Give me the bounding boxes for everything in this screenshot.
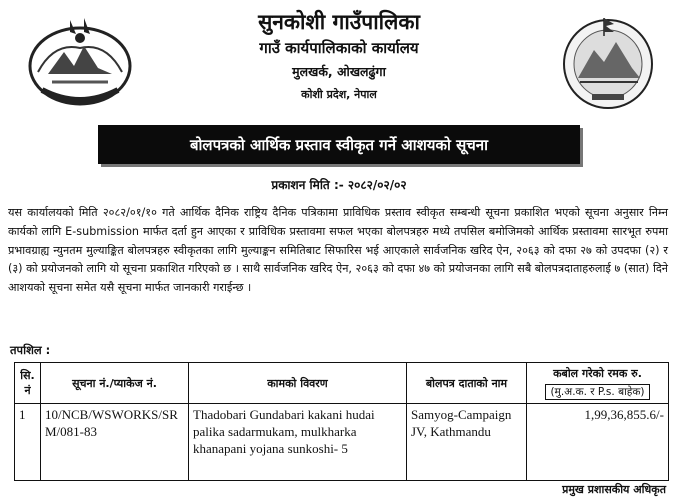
header-amount-sub: (मु.अ.क. र P.s. बाहेक) (545, 384, 649, 400)
office-location: मुलखर्क, ओखलढुंगा (292, 64, 386, 79)
cell-sn: 1 (15, 404, 41, 481)
header-amount (527, 363, 669, 404)
cell-work: Thadobari Gundabari kakani hudai palika sadarmukam, mulkharka khanapani yojana sunkoshi- 5 (189, 404, 407, 481)
header-work: कामको विवरण (189, 363, 407, 404)
table-header-row (15, 363, 669, 404)
details-label: तपशिल : (10, 343, 51, 357)
office-name: गाउँ कार्यपालिकाको कार्यालय (259, 39, 419, 57)
notice-title-banner (98, 125, 580, 164)
table-row (15, 404, 669, 481)
header-bidder: बोलपत्र दाताको नाम (407, 363, 527, 404)
bid-table (14, 362, 669, 481)
notice-title: बोलपत्रको आर्थिक प्रस्ताव स्वीकृत गर्ने आशयको सूचना (189, 135, 489, 154)
province-name: कोशी प्रदेश, नेपाल (301, 88, 377, 101)
header-sn: सि. नं (15, 363, 41, 404)
cell-amount: 1,99,36,855.6/- (527, 404, 669, 481)
cell-bidder: Samyog-Campaign JV, Kathmandu (407, 404, 527, 481)
cell-notice-no: 10/NCB/WSWORKS/SRM/081-83 (41, 404, 189, 481)
header-amount-label: कबोल गरेको रमक रु. (553, 367, 642, 380)
notice-body: यस कार्यालयको मिति २०८२/०१/१० गते आर्थिक दैनिक राष्ट्रिय दैनिक पत्रिकामा प्राविधिक प्रस्ताव स्वीकृत सम्बन्धी सूचना प्रकाशित भएको सूचना अनुसार निम्न कार्यको लागि E-submission मार्फत दर्ता हुन आएका र प्राविधिक प्रस्तावमा सफल भएका बोलपत्रहरु मध्ये तपसिल बमोजिमको आर्थिक प्रस्तावमा सारभूत रुपमा प्रभावग्राह्य न्युनतम मुल्याङ्कित बोलपत्रहरु स्वीकृतका लागि मुल्याङ्कन समितिबाट सिफारिस भई आएकाले सार्वजनिक खरिद ऐन, २०६३ को दफा २७ को उपदफा (२) र (३) को प्रयोजनको लागि यो सूचना प्रकाशित गरिएको छ । साथै सार्वजनिक खरिद ऐन, २०६३ को दफा ४७ को प्रयोजनका लागि सबै बोलपत्रदाताहरुलाई ७ (सात) दिने आशयको सूचना समेत यसै सूचना मार्फत जानकारी गराईन्छ । (8, 206, 668, 295)
header-notice-no: सूचना नं./प्याकेज नं. (41, 363, 189, 404)
signatory-title: प्रमुख प्रशासकीय अधिकृत (562, 483, 666, 496)
publication-date: प्रकाशन मिति :- २०८२/०२/०२ (271, 178, 407, 192)
municipality-name: सुनकोशी गाउँपालिका (258, 10, 420, 34)
